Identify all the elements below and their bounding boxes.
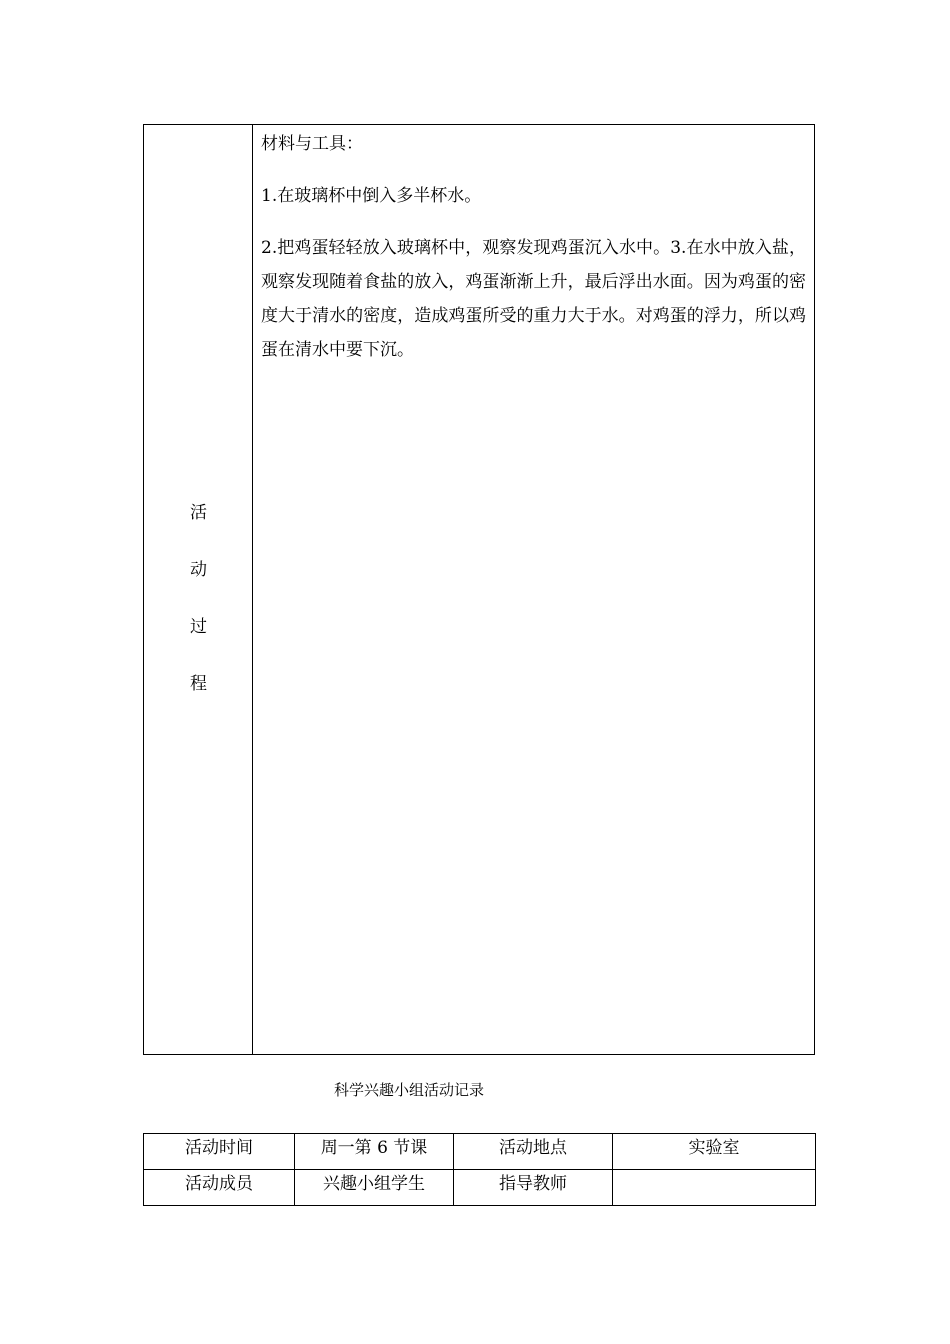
step-2-text: 2.把鸡蛋轻轻放入玻璃杯中，观察发现鸡蛋沉入水中。3.在水中放入盐，观察发现随着食盐的放入，鸡蛋渐渐上升，最后浮出水面。因为鸡蛋的密度大于清水的密度，造成鸡蛋所受的重力大于水。对鸡蛋的浮力，所以鸡蛋在清水中要下沉。 — [261, 238, 806, 360]
process-content-cell — [253, 125, 814, 1054]
table-row — [144, 1170, 816, 1206]
table-row — [144, 1134, 816, 1170]
process-label-char: 过 — [190, 617, 207, 637]
activity-process-table — [143, 124, 815, 1055]
table-cell: 兴趣小组学生 — [295, 1170, 454, 1206]
record-caption — [0, 1078, 950, 1102]
table-cell: 活动地点 — [454, 1134, 613, 1170]
table-cell: 指导教师 — [454, 1170, 613, 1206]
activity-info-table — [143, 1133, 816, 1206]
process-label-cell — [144, 125, 253, 1054]
step-1-text: 1.在玻璃杯中倒入多半杯水。 — [261, 186, 482, 206]
table-cell: 活动成员 — [144, 1170, 295, 1206]
table-cell: 实验室 — [613, 1134, 816, 1170]
process-label — [144, 485, 253, 713]
record-caption-text: 科学兴趣小组活动记录 — [333, 1081, 484, 1099]
process-label-char: 程 — [190, 674, 207, 694]
table-cell: 周一第 6 节课 — [295, 1134, 454, 1170]
table-cell: 活动时间 — [144, 1134, 295, 1170]
process-label-char: 活 — [190, 503, 207, 523]
table-cell — [613, 1170, 816, 1206]
process-label-char: 动 — [190, 560, 207, 580]
materials-heading: 材料与工具： — [261, 134, 363, 154]
